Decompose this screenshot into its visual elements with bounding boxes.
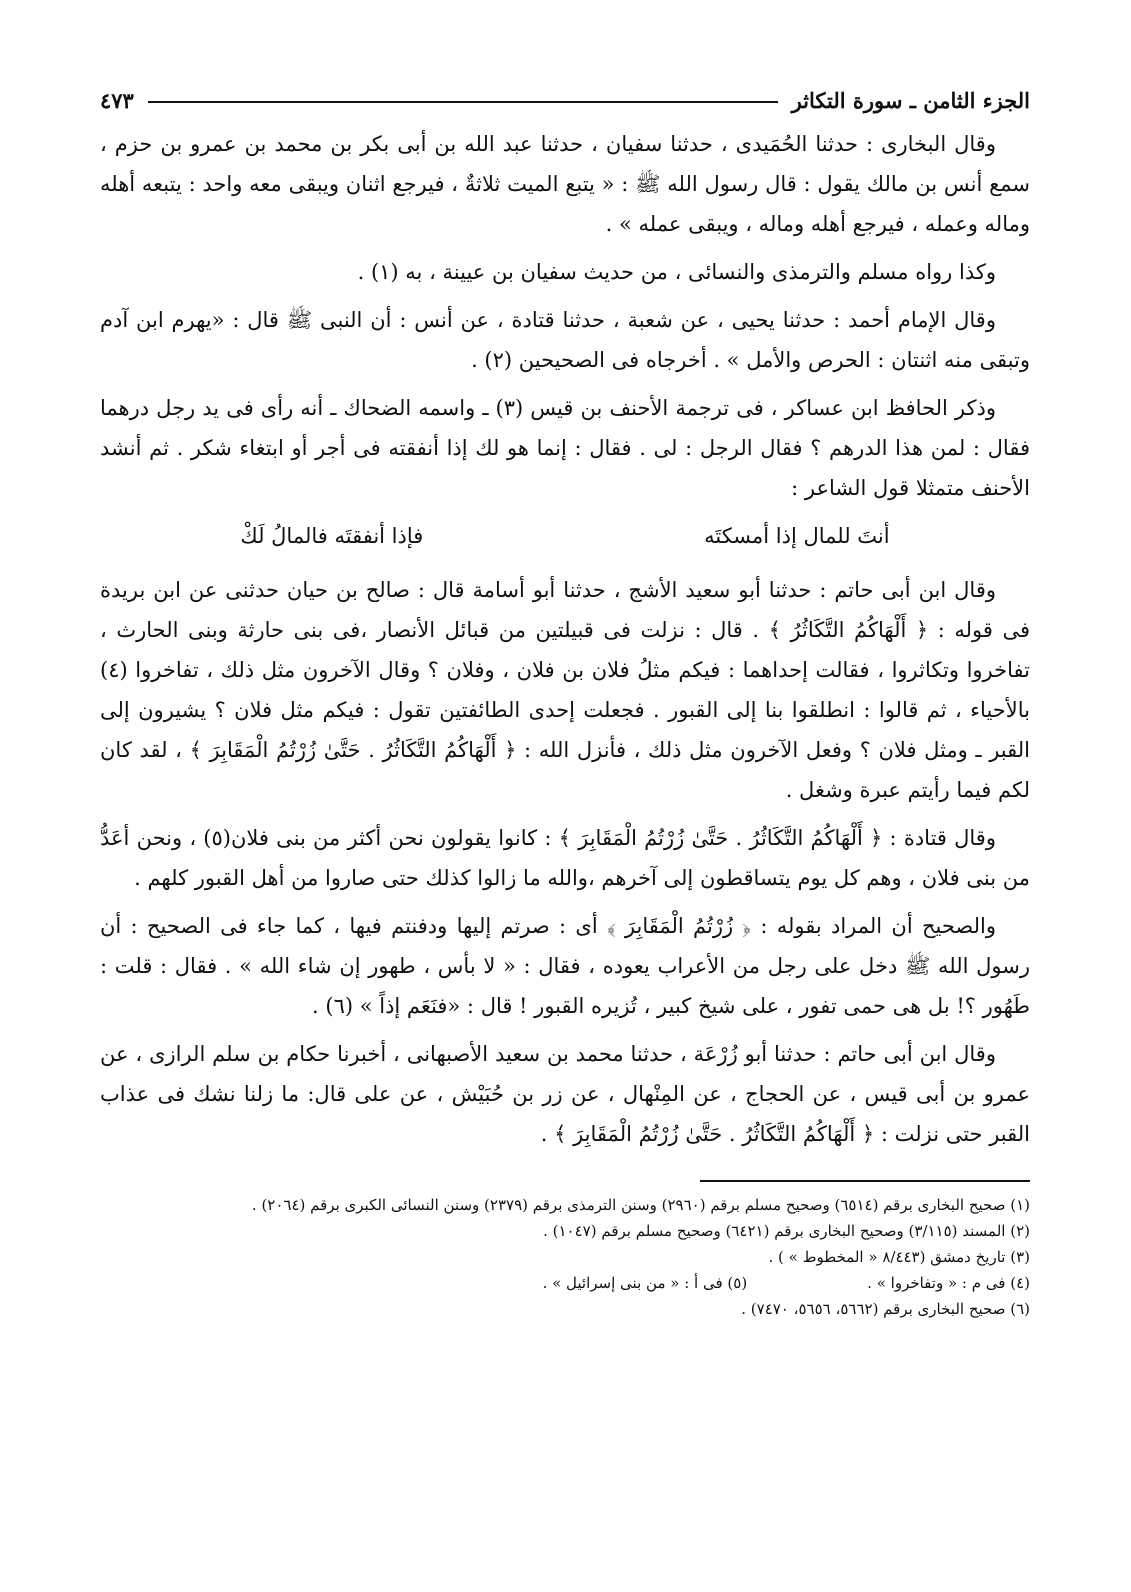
page-number: ٤٧٣: [100, 87, 134, 113]
paragraph: وكذا رواه مسلم والترمذى والنسائى ، من حديث سفيان بن عيينة ، به (١) .: [357, 260, 996, 284]
running-header: [100, 80, 1030, 120]
header-title: الجزء الثامن ـ سورة التكاثر: [791, 87, 1030, 113]
footnote-1: (١) صحيح البخارى برقم (٦٥١٤) وصحيح مسلم برقم (٢٩٦٠) وسنن الترمذى برقم (٢٣٧٩) وسنن النسائى الكبرى برقم (٢٠٦٤) .: [251, 1196, 1030, 1214]
footnote-2: (٢) المسند (٣/١١٥) وصحيح البخارى برقم (٦٤٢١) وصحيح مسلم برقم (١٠٤٧) .: [543, 1222, 1030, 1240]
paragraph: وقال ابن أبى حاتم : حدثنا أبو سعيد الأشج ، حدثنا أبو أسامة قال : صالح بن حيان حدثنى عن ابن بريدة فى قوله : ﴿ أَلْهَاكُمُ التَّكَاثُرُ ﴾ . قال : نزلت فى قبيلتين من قبائل الأنصار ،فى بنى حارثة وبنى الحارث ، تفاخروا وتكاثروا ، فقالت إحداهما : فيكم مثلُ فلان بن فلان ، وفلان ؟ وقال الآخرون مثل ذلك ، تفاخروا (٤) بالأحياء ، ثم قالوا : انطلقوا بنا إلى القبور . فجعلت إحدى الطائفتين تقول : فيكم مثل فلان ؟ يشيرون إلى القبر ـ ومثل فلان ؟ وفعل الآخرون مثل ذلك ، فأنزل الله : ﴿ أَلْهَاكُمُ التَّكَاثُرُ . حَتَّىٰ زُرْتُمُ الْمَقَابِرَ ﴾ ، لقد كان لكم فيما رأيتم عبرة وشغل .: [100, 578, 1030, 802]
footnote-4: (٤) فى م : « وتفاخروا » .: [867, 1274, 1030, 1292]
footnote-3: (٣) تاريخ دمشق (٨/٤٤٣ « المخطوط » ) .: [768, 1248, 1030, 1266]
paragraph: وذكر الحافظ ابن عساكر ، فى ترجمة الأحنف بن قيس (٣) ـ واسمه الضحاك ـ أنه رأى فى يد رجل درهما فقال : لمن هذا الدرهم ؟ فقال الرجل : لى . فقال : إنما هو لك إذا أنفقته فى أجر أو ابتغاء شكر . ثم أنشد الأحنف متمثلا قول الشاعر :: [100, 396, 1030, 500]
header-rule: [148, 101, 778, 103]
footnotes: [100, 1192, 1030, 1322]
paragraph: وقال ابن أبى حاتم : حدثنا أبو زُرْعَة ، حدثنا محمد بن سعيد الأصبهانى ، أخبرنا حكام بن سلم الرازى ، عن عمرو بن أبى قيس ، عن الحجاج ، عن المِنْهال ، عن زر بن حُبَيْش ، عن على قال: ما زلنا نشك فى عذاب القبر حتى نزلت : ﴿ أَلْهَاكُمُ التَّكَاثُرُ . حَتَّىٰ زُرْتُمُ الْمَقَابِرَ ﴾ .: [100, 1042, 1030, 1146]
paragraph: وقال الإمام أحمد : حدثنا يحيى ، عن شعبة ، حدثنا قتادة ، عن أنس : أن النبى ﷺ قال : «يهرم ابن آدم وتبقى منه اثنتان : الحرص والأمل » . أخرجاه فى الصحيحين (٢) .: [100, 308, 1030, 372]
footnote-separator: [700, 1180, 1030, 1182]
footnote-6: (٦) صحيح البخارى برقم (٥٦٦٢، ٥٦٥٦، ٧٤٧٠) .: [741, 1300, 1030, 1318]
paragraph: وقال قتادة : ﴿ أَلْهَاكُمُ التَّكَاثُرُ . حَتَّىٰ زُرْتُمُ الْمَقَابِرَ ﴾ : كانوا يقولون نحن أكثر من بنى فلان(٥) ، ونحن أعَدُّ من بنى فلان ، وهم كل يوم يتساقطون إلى آخرهم ،والله ما زالوا كذلك حتى صاروا من أهل القبور كلهم .: [100, 826, 1030, 890]
footnote-row: [100, 1270, 1030, 1296]
page-body: [100, 124, 1030, 1154]
book-page: [100, 80, 1030, 1560]
paragraph: والصحيح أن المراد بقوله : ﴿ زُرْتُمُ الْمَقَابِرَ ﴾ أى : صرتم إليها ودفنتم فيها ، كما جاء فى الصحيح : أن رسول الله ﷺ دخل على رجل من الأعراب يعوده ، فقال : « لا بأس ، طهور إن شاء الله » . فقال : قلت : طَهُور ؟! بل هى حمى تفور ، على شيخ كبير ، تُزيره القبور ! قال : «فنَعَم إذاً » (٦) .: [100, 914, 1030, 1018]
footnote-5: (٥) فى أ : « من بنى إسرائيل » .: [542, 1274, 748, 1292]
poetry-verse: [100, 516, 1030, 556]
verse-second-hemistich: فإذا أنفقتَه فالمالُ لَكْ: [240, 524, 424, 548]
paragraph: وقال البخارى : حدثنا الحُمَيدى ، حدثنا سفيان ، حدثنا عبد الله بن أبى بكر بن محمد بن عمرو بن حزم ، سمع أنس بن مالك يقول : قال رسول الله ﷺ : « يتبع الميت ثلاثةٌ ، فيرجع اثنان ويبقى معه واحد : يتبعه أهله وماله وعمله ، فيرجع أهله وماله ، ويبقى عمله » .: [100, 132, 1030, 236]
verse-first-hemistich: أنتَ للمال إذا أمسكتَه: [704, 524, 890, 548]
